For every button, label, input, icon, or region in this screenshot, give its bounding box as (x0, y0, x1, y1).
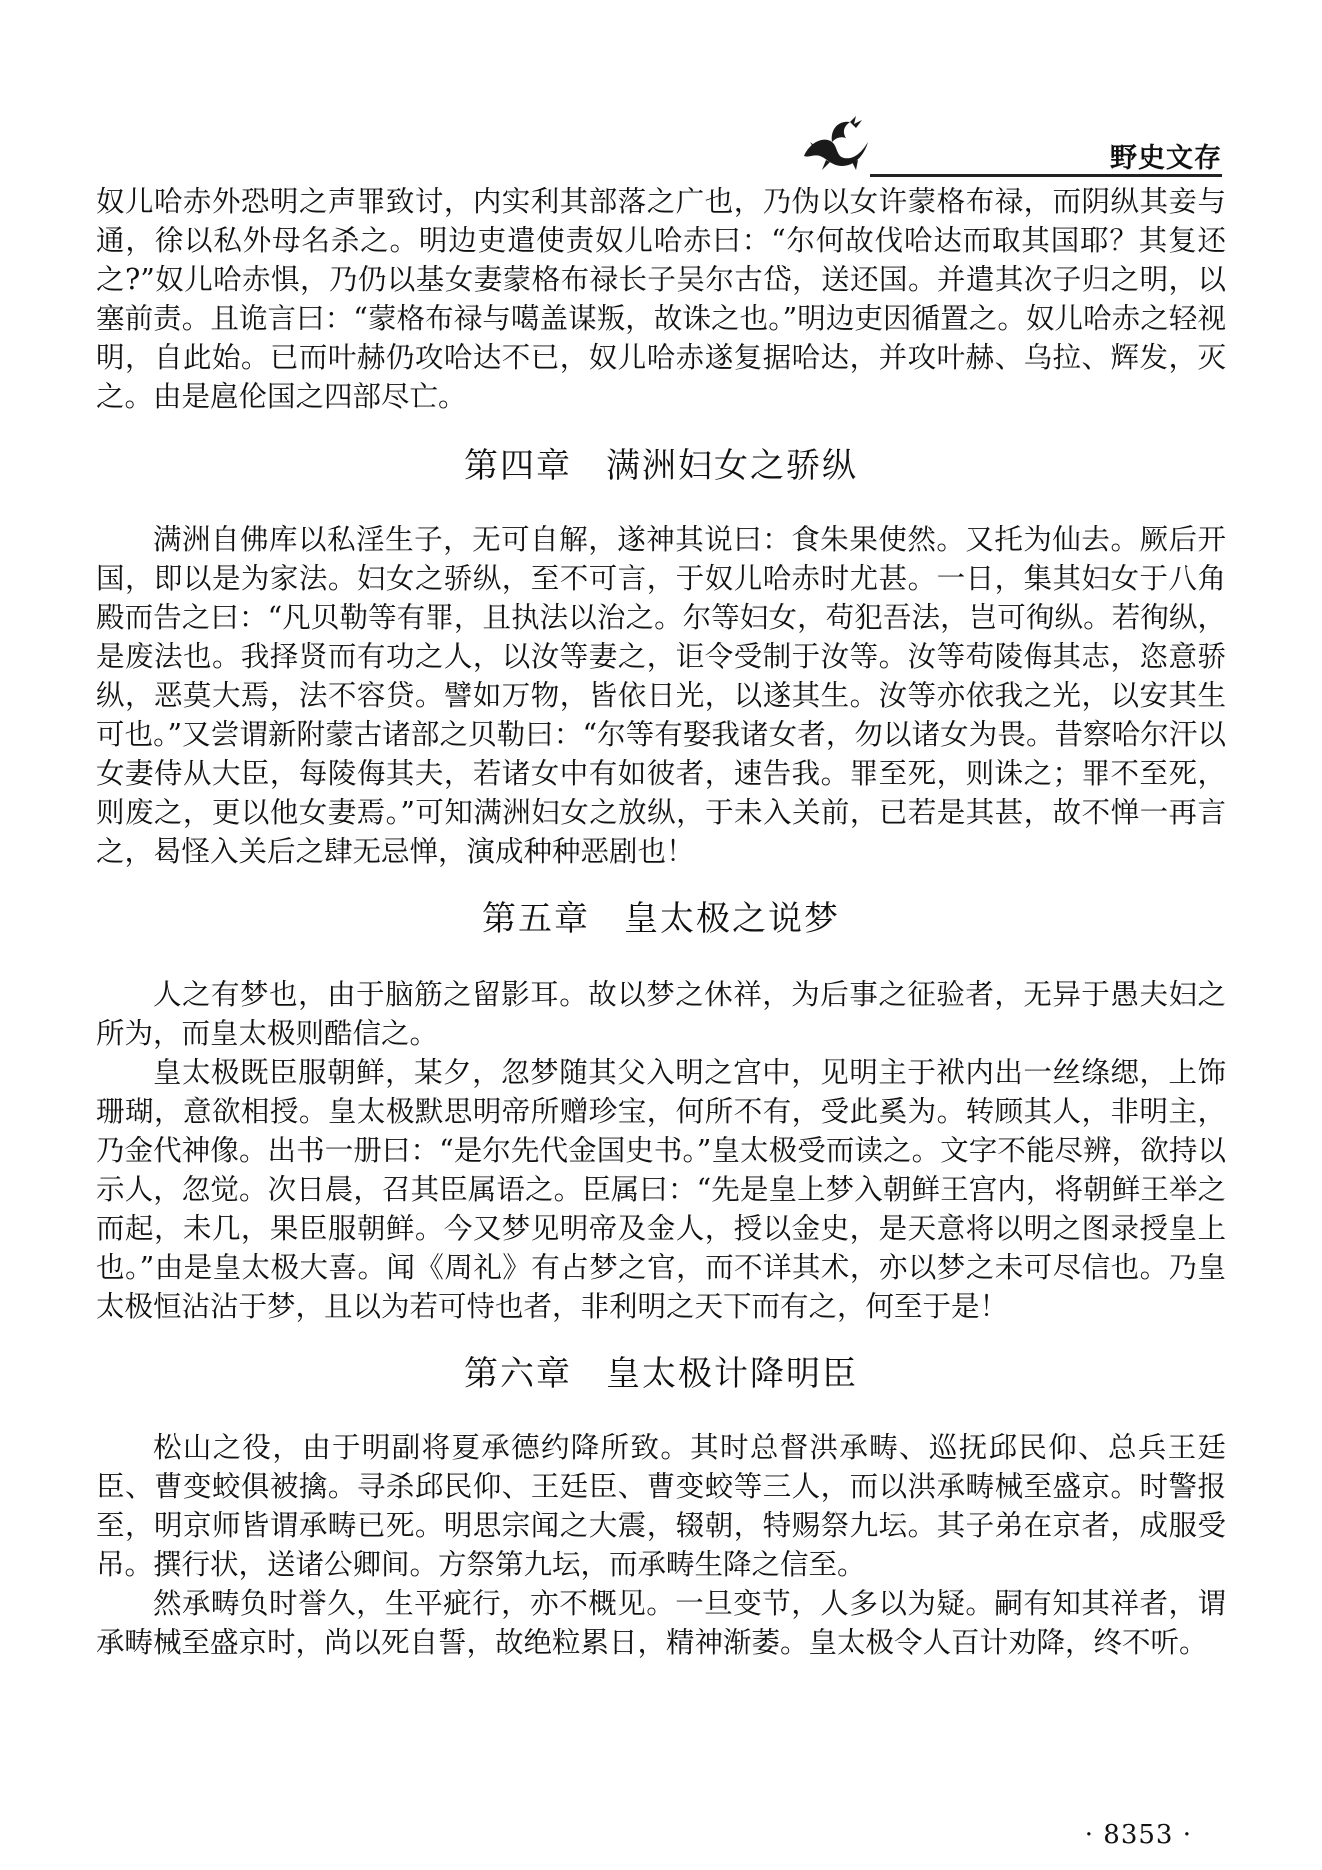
chapter-6-paragraph-1: 松山之役，由于明副将夏承德约降所致。其时总督洪承畴、巡抚邱民仰、总兵王廷臣、曹变蛟俱被擒。寻杀邱民仰、王廷臣、曹变蛟等三人，而以洪承畴械至盛京。时警报至，明京师皆谓承畴已死。明思宗闻之大震，辍朝，特赐祭九坛。其子弟在京者，成服受吊。撰行状，送诸公卿间。方祭第九坛，而承畴生降之信至。 (96, 1431, 1226, 1581)
chapter-number: 第四章 (464, 446, 572, 486)
chapter-4-paragraph-1: 满洲自佛库以私淫生子，无可自解，遂神其说曰：食朱果使然。又托为仙去。厥后开国，即以是为家法。妇女之骄纵，至不可言，于奴儿哈赤时尤甚。一日，集其妇女于八角殿而告之曰：“凡贝勒等有罪，且执法以治之。尔等妇女，苟犯吾法，岂可徇纵。若徇纵，是废法也。我择贤而有功之人，以汝等妻之，讵令受制于汝等。汝等苟陵侮其志，恣意骄纵，恶莫大焉，法不容贷。譬如万物，皆依日光，以遂其生。汝等亦依我之光，以安其生可也。”又尝谓新附蒙古诸部之贝勒曰：“尔等有娶我诸女者，勿以诸女为畏。昔察哈尔汗以女妻侍从大臣，每陵侮其夫，若诸女中有如彼者，速告我。罪至死，则诛之；罪不至死，则废之，更以他女妻焉。”可知满洲妇女之放纵，于未入关前，已若是其甚，故不惮一再言之，曷怪入关后之肆无忌惮，演成种种恶剧也！ (96, 523, 1226, 868)
series-title: 野史文存 (1110, 143, 1222, 174)
chapter-number: 第五章 (482, 899, 590, 939)
chapter-number: 第六章 (464, 1354, 572, 1394)
intro-paragraph: 奴儿哈赤外恐明之声罪致讨，内实利其部落之广也，乃伪以女许蒙格布禄，而阴纵其妾与通，徐以私外母名杀之。明边吏遣使责奴儿哈赤曰：“尔何故伐哈达而取其国耶？其复还之?”奴儿哈赤惧，乃仍以基女妻蒙格布禄长子吴尔古岱，送还国。并遣其次子归之明，以塞前责。且诡言曰：“蒙格布禄与噶盖谋叛，故诛之也。”明边吏因循置之。奴儿哈赤之轻视明，自此始。已而叶赫仍攻哈达不已，奴儿哈赤遂复据哈达，并攻叶赫、乌拉、辉发，灭之。由是扈伦国之四部尽亡。 (96, 185, 1226, 413)
header-rule (870, 174, 1222, 177)
page-header (790, 108, 1222, 180)
chapter-heading-6 (96, 1354, 1226, 1394)
chapter-title: 皇太极之说梦 (624, 899, 840, 939)
page-number: · 8353 · (1084, 1820, 1192, 1850)
chapter-5-paragraph-1: 人之有梦也，由于脑筋之留影耳。故以梦之休祥，为后事之征验者，无异于愚夫妇之所为，而皇太极则酷信之。 (96, 978, 1226, 1050)
page-body (96, 182, 1226, 1662)
chapter-5-paragraph-2: 皇太极既臣服朝鲜，某夕，忽梦随其父入明之宫中，见明主于袱内出一丝绦缌，上饰珊瑚，意欲相授。皇太极默思明帝所赠珍宝，何所不有，受此奚为。转顾其人，非明主，乃金代神像。出书一册曰：“是尔先代金国史书。”皇太极受而读之。文字不能尽辨，欲持以示人，忽觉。次日晨，召其臣属语之。臣属曰：“先是皇上梦入朝鲜王宫内，将朝鲜王举之而起，未几，果臣服朝鲜。今又梦见明帝及金人，授以金史，是天意将以明之图录授皇上也。”由是皇太极大喜。闻《周礼》有占梦之官，而不详其术，亦以梦之未可尽信也。乃皇太极恒沾沾于梦，且以为若可恃也者，非利明之天下而有之，何至于是！ (96, 1056, 1226, 1323)
chapter-6-paragraph-2: 然承畴负时誉久，生平疵行，亦不概见。一旦变节，人多以为疑。嗣有知其祥者，谓承畴械至盛京时，尚以死自誓，故绝粒累日，精神渐萎。皇太极令人百计劝降，终不听。 (96, 1587, 1226, 1659)
chapter-heading-5 (96, 899, 1226, 939)
chapter-title: 满洲妇女之骄纵 (606, 446, 858, 486)
chapter-heading-4 (96, 446, 1226, 486)
dragon-emblem-icon (796, 112, 876, 172)
chapter-title: 皇太极计降明臣 (606, 1354, 858, 1394)
